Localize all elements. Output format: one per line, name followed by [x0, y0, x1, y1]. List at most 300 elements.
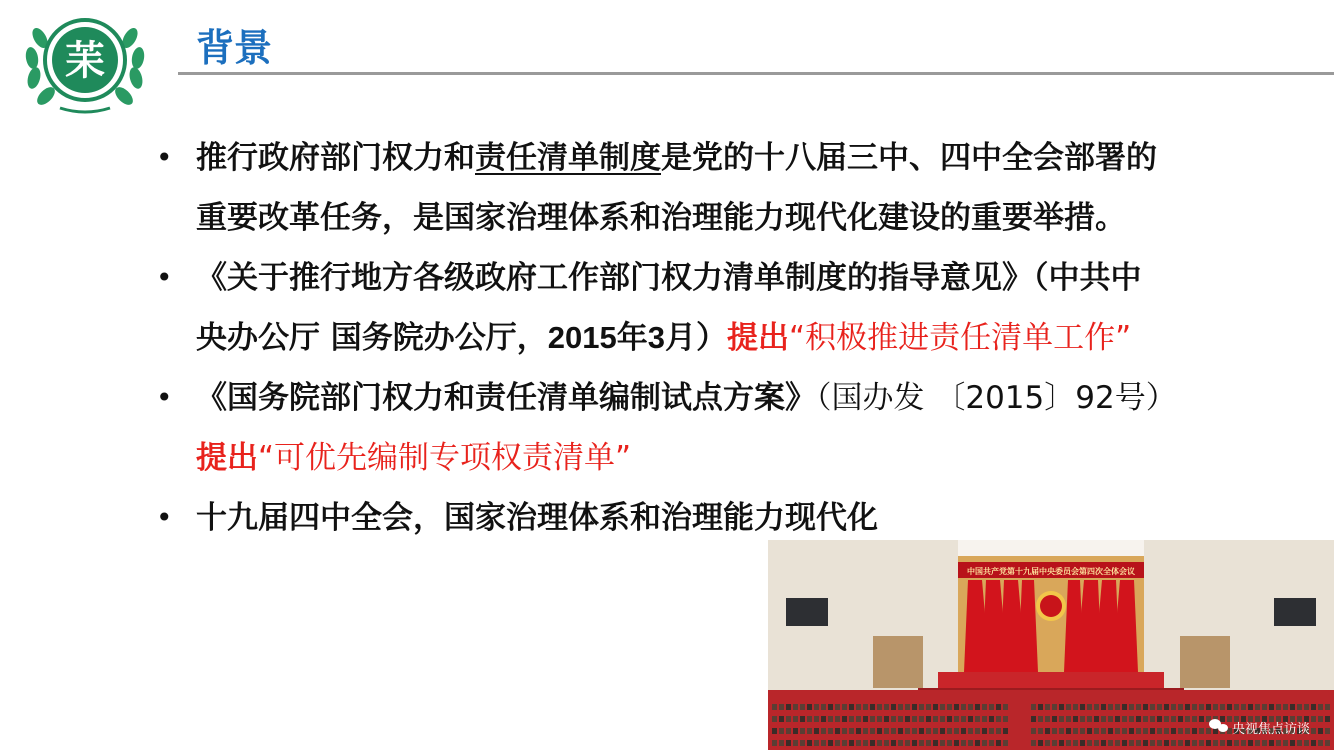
- audience-seat: [989, 740, 994, 746]
- audience-seat: [1003, 740, 1008, 746]
- audience-seat: [1164, 740, 1169, 746]
- audience-seat: [961, 740, 966, 746]
- audience-seat: [1150, 704, 1155, 710]
- audience-seat: [1199, 728, 1204, 734]
- audience-seat: [1248, 704, 1253, 710]
- audience-seat: [807, 740, 812, 746]
- audience-seat: [814, 716, 819, 722]
- audience-seat: [1073, 704, 1078, 710]
- audience-seat: [1157, 716, 1162, 722]
- audience-seat: [947, 728, 952, 734]
- audience-seat: [814, 740, 819, 746]
- audience-seat: [877, 716, 882, 722]
- audience-seat: [1073, 716, 1078, 722]
- audience-seat: [968, 704, 973, 710]
- audience-seat: [814, 728, 819, 734]
- audience-seat: [989, 728, 994, 734]
- audience-seat: [1241, 704, 1246, 710]
- audience-seat: [772, 704, 777, 710]
- audience-seat: [989, 704, 994, 710]
- text-run: 《国务院部门权力和责任清单编制试点方案》: [196, 380, 816, 416]
- audience-seat: [891, 704, 896, 710]
- audience-seat: [1304, 740, 1309, 746]
- audience-seat: [856, 728, 861, 734]
- audience-seat: [1038, 704, 1043, 710]
- audience-seat: [1325, 728, 1330, 734]
- audience-seat: [856, 740, 861, 746]
- audience-seat: [884, 728, 889, 734]
- audience-seat: [1269, 740, 1274, 746]
- bullet-dot-icon: •: [156, 261, 173, 294]
- audience-seat: [1045, 728, 1050, 734]
- audience-seat: [1080, 704, 1085, 710]
- audience-seat: [1255, 740, 1260, 746]
- audience-seat: [1122, 716, 1127, 722]
- audience-seat: [954, 704, 959, 710]
- audience-seat: [982, 716, 987, 722]
- text-run: 重要改革任务，是国家治理体系和治理能力现代化建设的重要举措。: [196, 200, 1126, 236]
- audience-seat: [1115, 716, 1120, 722]
- audience-seat: [1066, 704, 1071, 710]
- audience-seat: [877, 704, 882, 710]
- audience-seat: [849, 740, 854, 746]
- audience-seat: [856, 704, 861, 710]
- audience-seat: [800, 704, 805, 710]
- audience-seat: [1052, 704, 1057, 710]
- audience-seat: [1220, 716, 1225, 722]
- audience-seat: [1136, 740, 1141, 746]
- text-run: 央办公厅 国务院办公厅，: [196, 320, 548, 356]
- audience-seat: [884, 704, 889, 710]
- audience-seat: [1108, 740, 1113, 746]
- audience-seat: [1080, 740, 1085, 746]
- audience-seat: [1038, 740, 1043, 746]
- audience-seat: [1031, 728, 1036, 734]
- audience-seat: [870, 716, 875, 722]
- audience-seat: [1108, 704, 1113, 710]
- audience-seat: [1108, 728, 1113, 734]
- seal-logo-icon: [20, 8, 150, 118]
- audience-seat: [905, 704, 910, 710]
- audience-seat: [1220, 704, 1225, 710]
- audience-seat: [1066, 740, 1071, 746]
- emphasis-text: 提出: [196, 440, 258, 476]
- audience-seat: [1150, 716, 1155, 722]
- audience-seat: [961, 728, 966, 734]
- audience-seat: [1045, 740, 1050, 746]
- audience-seat: [919, 704, 924, 710]
- audience-seat: [835, 740, 840, 746]
- audience-seat: [863, 728, 868, 734]
- audience-seat: [1164, 716, 1169, 722]
- audience-seat: [940, 740, 945, 746]
- audience-seat: [1311, 704, 1316, 710]
- bullet-line: [196, 488, 1252, 548]
- audience-seat: [1003, 716, 1008, 722]
- quote-text: “积极推进责任清单工作”: [789, 320, 1132, 356]
- audience-seat: [968, 728, 973, 734]
- audience-seat: [1227, 740, 1232, 746]
- audience-seat: [1199, 704, 1204, 710]
- audience-seat: [863, 704, 868, 710]
- audience-seat: [807, 716, 812, 722]
- audience-seat: [898, 728, 903, 734]
- bullet-line: [196, 248, 1252, 308]
- audience-seat: [947, 740, 952, 746]
- audience-seat: [779, 740, 784, 746]
- audience-seat: [1150, 740, 1155, 746]
- audience-seat: [835, 728, 840, 734]
- audience-seat: [1157, 704, 1162, 710]
- audience-seat: [786, 704, 791, 710]
- audience-seat: [849, 704, 854, 710]
- audience-seat: [1178, 740, 1183, 746]
- audience-seat: [933, 728, 938, 734]
- audience-seat: [1171, 740, 1176, 746]
- audience-seat: [793, 704, 798, 710]
- audience-seat: [954, 728, 959, 734]
- audience-seat: [891, 740, 896, 746]
- bullet-dot-icon: •: [156, 381, 173, 414]
- audience-seat: [1101, 716, 1106, 722]
- audience-seat: [1059, 704, 1064, 710]
- audience-seat: [968, 716, 973, 722]
- audience-seat: [989, 716, 994, 722]
- audience-seat: [1052, 728, 1057, 734]
- audience-seat: [884, 716, 889, 722]
- audience-seat: [975, 716, 980, 722]
- text-run: 《关于推行地方各级政府工作部门权力清单制度的指导意见》（中共中: [196, 260, 1142, 296]
- doc-number: （国办发 〔2015〕92号）: [816, 380, 1177, 416]
- audience-seat: [1164, 704, 1169, 710]
- audience-seat: [1129, 728, 1134, 734]
- audience-seat: [996, 740, 1001, 746]
- audience-seat: [1003, 728, 1008, 734]
- audience-seat: [1185, 704, 1190, 710]
- audience-seat: [982, 704, 987, 710]
- audience-seat: [975, 728, 980, 734]
- audience-seat: [786, 740, 791, 746]
- audience-seat: [1171, 704, 1176, 710]
- audience-seat: [779, 716, 784, 722]
- audience-seat: [828, 728, 833, 734]
- slide-title: 背景: [196, 26, 273, 70]
- audience-seat: [1199, 740, 1204, 746]
- text-run: 月）: [665, 320, 728, 356]
- audience-seat: [1073, 728, 1078, 734]
- audience-seat: [891, 728, 896, 734]
- audience-seat: [982, 728, 987, 734]
- text-run: 2015: [547, 320, 617, 355]
- audience-seat: [1136, 704, 1141, 710]
- audience-seat: [1059, 716, 1064, 722]
- bullet-dot-icon: •: [156, 141, 173, 174]
- audience-seat: [828, 716, 833, 722]
- audience-seat: [1262, 740, 1267, 746]
- audience-seat: [1227, 704, 1232, 710]
- audience-seat: [926, 728, 931, 734]
- audience-seat: [912, 728, 917, 734]
- audience-seat: [905, 728, 910, 734]
- audience-seat: [996, 716, 1001, 722]
- audience-seat: [1206, 704, 1211, 710]
- audience-seat: [1143, 704, 1148, 710]
- audience-seat: [1234, 740, 1239, 746]
- audience-seat: [1304, 704, 1309, 710]
- audience-seat: [1087, 716, 1092, 722]
- bullet-item-1: [152, 128, 1252, 248]
- audience-seat: [1129, 716, 1134, 722]
- audience-seat: [807, 728, 812, 734]
- audience-seat: [1297, 740, 1302, 746]
- audience-seat: [1171, 716, 1176, 722]
- audience-seat: [1318, 728, 1323, 734]
- audience-seat: [1129, 740, 1134, 746]
- text-run: 3: [647, 320, 666, 355]
- audience-seat: [877, 728, 882, 734]
- audience-seat: [1276, 704, 1281, 710]
- audience-seat: [1325, 704, 1330, 710]
- audience-seat: [1325, 716, 1330, 722]
- audience-seat: [919, 740, 924, 746]
- audience-seat: [961, 704, 966, 710]
- audience-seat: [1143, 728, 1148, 734]
- audience-seat: [800, 716, 805, 722]
- audience-seat: [905, 716, 910, 722]
- audience-seat: [898, 704, 903, 710]
- audience-seat: [1003, 704, 1008, 710]
- audience-seat: [940, 728, 945, 734]
- audience-seat: [947, 716, 952, 722]
- audience-seat: [793, 728, 798, 734]
- audience-seat: [863, 740, 868, 746]
- audience-seat: [1318, 740, 1323, 746]
- audience-seat: [1031, 740, 1036, 746]
- audience-seat: [1108, 716, 1113, 722]
- audience-seat: [828, 740, 833, 746]
- audience-seat: [793, 740, 798, 746]
- audience-seat: [779, 728, 784, 734]
- audience-seat: [1150, 728, 1155, 734]
- audience-seat: [1066, 728, 1071, 734]
- audience-seat: [1052, 740, 1057, 746]
- text-run: 十九届四中全会，国家治理体系和治理能力现代化: [196, 500, 878, 536]
- audience-seat: [814, 704, 819, 710]
- audience-seat: [1045, 716, 1050, 722]
- audience-seat: [1171, 728, 1176, 734]
- audience-seat: [1234, 704, 1239, 710]
- audience-seat: [1045, 704, 1050, 710]
- audience-seat: [905, 740, 910, 746]
- audience-seat: [1059, 728, 1064, 734]
- audience-seat: [1185, 740, 1190, 746]
- audience-seat: [954, 716, 959, 722]
- audience-seat: [1101, 740, 1106, 746]
- audience-seat: [842, 728, 847, 734]
- audience-seat: [1311, 728, 1316, 734]
- audience-seat: [1297, 704, 1302, 710]
- audience-seat: [1318, 716, 1323, 722]
- audience-seat: [1178, 728, 1183, 734]
- audience-seat: [1248, 740, 1253, 746]
- audience-seat: [1178, 704, 1183, 710]
- audience-seat: [1094, 740, 1099, 746]
- audience-seat: [863, 716, 868, 722]
- audience-seat: [877, 740, 882, 746]
- audience-seat: [1080, 728, 1085, 734]
- bullet-dot-icon: •: [156, 501, 173, 534]
- audience-seat: [1269, 704, 1274, 710]
- audience-seat: [821, 716, 826, 722]
- audience-seat: [1276, 740, 1281, 746]
- audience-seat: [1199, 716, 1204, 722]
- audience-seat: [968, 740, 973, 746]
- audience-seat: [1087, 740, 1092, 746]
- audience-seat: [975, 704, 980, 710]
- audience-seat: [1283, 704, 1288, 710]
- audience-seat: [1136, 728, 1141, 734]
- audience-seat: [1059, 740, 1064, 746]
- bullet-line: [196, 308, 1252, 368]
- audience-seat: [1241, 740, 1246, 746]
- audience-seat: [1101, 728, 1106, 734]
- audience-seat: [933, 716, 938, 722]
- hall-banner-text: 中国共产党第十九届中央委员会第四次全体会议: [967, 567, 1135, 576]
- audience-seat: [1038, 728, 1043, 734]
- bullet-item-4: [152, 488, 1252, 548]
- bullet-line: [196, 368, 1252, 428]
- audience-seat: [1101, 704, 1106, 710]
- audience-seat: [1262, 704, 1267, 710]
- audience-seat: [912, 704, 917, 710]
- audience-seat: [1129, 704, 1134, 710]
- audience-seat: [1157, 728, 1162, 734]
- logo-glyph: 苿: [65, 38, 105, 84]
- audience-seat: [940, 716, 945, 722]
- bullet-line: [196, 188, 1252, 248]
- audience-seat: [1206, 728, 1211, 734]
- audience-seat: [786, 716, 791, 722]
- audience-seat: [898, 740, 903, 746]
- audience-seat: [1122, 740, 1127, 746]
- audience-seat: [1143, 740, 1148, 746]
- audience-seat: [1325, 740, 1330, 746]
- audience-seat: [933, 740, 938, 746]
- audience-seat: [1213, 704, 1218, 710]
- text-run: 是党的十八届三中、四中全会部署的: [661, 140, 1157, 176]
- audience-seat: [821, 740, 826, 746]
- audience-seat: [1031, 704, 1036, 710]
- audience-seat: [1206, 740, 1211, 746]
- audience-seat: [772, 716, 777, 722]
- bullet-list: [152, 128, 1252, 548]
- audience-seat: [996, 728, 1001, 734]
- audience-seat: [1094, 704, 1099, 710]
- audience-seat: [1115, 728, 1120, 734]
- audience-seat: [884, 740, 889, 746]
- audience-seat: [1192, 716, 1197, 722]
- audience-seat: [1185, 716, 1190, 722]
- audience-seat: [1311, 716, 1316, 722]
- audience-seat: [947, 704, 952, 710]
- audience-seat: [1185, 728, 1190, 734]
- audience-seat: [1122, 728, 1127, 734]
- audience-seat: [1143, 716, 1148, 722]
- bullet-item-3: [152, 368, 1252, 488]
- title-divider: [178, 72, 1334, 75]
- audience-seat: [821, 704, 826, 710]
- audience-seat: [779, 704, 784, 710]
- audience-seat: [821, 728, 826, 734]
- audience-seat: [898, 716, 903, 722]
- audience-seat: [1066, 716, 1071, 722]
- audience-seat: [835, 704, 840, 710]
- audience-seat: [912, 716, 917, 722]
- audience-seat: [1318, 704, 1323, 710]
- photo-watermark: 央视焦点访谈: [1232, 722, 1311, 737]
- audience-seat: [800, 728, 805, 734]
- audience-seat: [1080, 716, 1085, 722]
- audience-seat: [786, 728, 791, 734]
- audience-seat: [1290, 704, 1295, 710]
- audience-seat: [1115, 704, 1120, 710]
- audience-seat: [982, 740, 987, 746]
- audience-seat: [1073, 740, 1078, 746]
- audience-seat: [912, 740, 917, 746]
- audience-seat: [1087, 728, 1092, 734]
- text-run: 推行政府部门权力和: [196, 140, 475, 176]
- audience-seat: [856, 716, 861, 722]
- audience-seat: [870, 728, 875, 734]
- quote-text: “可优先编制专项权责清单”: [258, 440, 632, 476]
- audience-seat: [1192, 740, 1197, 746]
- audience-seat: [1290, 740, 1295, 746]
- audience-seat: [1192, 704, 1197, 710]
- audience-seat: [961, 716, 966, 722]
- audience-seat: [1087, 704, 1092, 710]
- bullet-line: [196, 428, 1252, 488]
- audience-seat: [1115, 740, 1120, 746]
- audience-seat: [1178, 716, 1183, 722]
- audience-seat: [842, 704, 847, 710]
- audience-seat: [772, 728, 777, 734]
- audience-seat: [975, 740, 980, 746]
- audience-seat: [1192, 728, 1197, 734]
- audience-seat: [800, 740, 805, 746]
- audience-seat: [919, 728, 924, 734]
- underlined-term: 责任清单制度: [475, 140, 661, 176]
- audience-seat: [870, 740, 875, 746]
- audience-seat: [933, 704, 938, 710]
- audience-seat: [919, 716, 924, 722]
- audience-seat: [849, 716, 854, 722]
- audience-seat: [1213, 740, 1218, 746]
- audience-seat: [1038, 716, 1043, 722]
- audience-seat: [772, 740, 777, 746]
- audience-seat: [842, 740, 847, 746]
- audience-seat: [1094, 716, 1099, 722]
- audience-seat: [926, 704, 931, 710]
- audience-seat: [926, 740, 931, 746]
- audience-seat: [1311, 740, 1316, 746]
- audience-seat: [1283, 740, 1288, 746]
- audience-seat: [1094, 728, 1099, 734]
- audience-seat: [926, 716, 931, 722]
- audience-seat: [870, 704, 875, 710]
- audience-seat: [807, 704, 812, 710]
- audience-seat: [849, 728, 854, 734]
- emphasis-text: 提出: [727, 320, 790, 356]
